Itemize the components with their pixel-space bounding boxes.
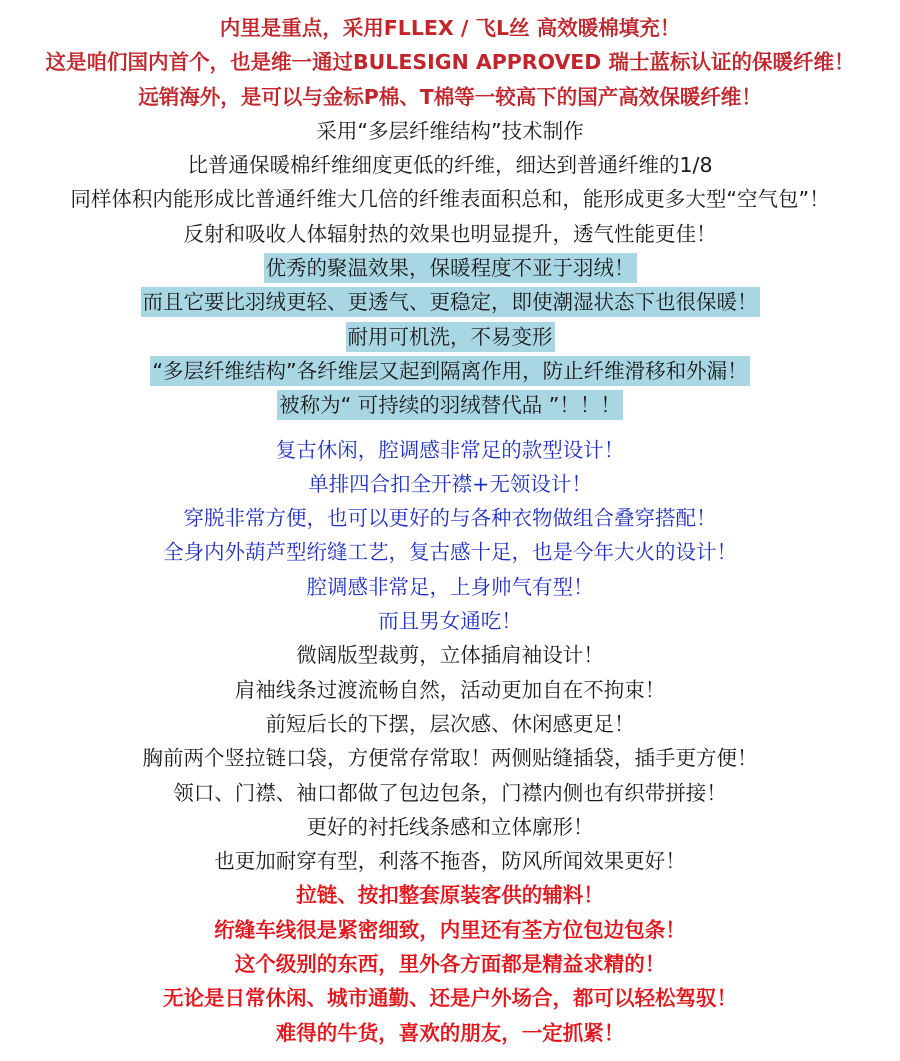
line-text: 同样体积内能形成比普通纤维大几倍的纤维表面积总和，能形成更多大型“空气包”！ [70,187,830,212]
text-line [0,947,900,981]
line-text: 无论是日常休闲、城市通勤、还是户外场合，都可以轻松驾驭！ [163,986,737,1011]
text-line [0,45,900,79]
line-text: 微阔版型裁剪，立体插肩袖设计！ [296,643,604,668]
line-text: 采用“多层纤维结构”技术制作 [316,118,584,143]
line-text: 这是咱们国内首个，也是维一通过BULESIGN APPROVED 瑞士蓝标认证的保暖纤维！ [45,50,855,75]
text-line [0,741,900,775]
text-line [0,776,900,810]
line-text: 内里是重点，采用FLLEX / 飞L丝 高效暖棉填充！ [219,16,681,40]
section-gap [0,423,900,433]
text-line [0,501,900,535]
text-line [0,981,900,1015]
highlighted-line [0,388,900,422]
text-line [0,114,900,148]
line-text: 比普通保暖棉纤维细度更低的纤维，细达到普通纤维的1/8 [187,153,713,178]
highlighted-line [0,251,900,285]
line-text: 更好的衬托线条感和立体廓形！ [306,814,594,839]
highlighted-line [0,285,900,319]
text-line [0,638,900,672]
line-text: 全身内外葫芦型绗缝工艺，复古感十足，也是今年大火的设计！ [163,540,737,565]
line-text: 难得的牛货，喜欢的朋友，一定抓紧！ [275,1020,625,1045]
text-line [0,707,900,741]
text-line [0,148,900,182]
line-text: 复古休闲，腔调感非常足的款型设计！ [275,437,625,462]
line-text: 腔调感非常足，上身帅气有型！ [306,574,594,599]
text-line [0,1016,900,1050]
line-text: 绗缝车线很是紧密细致，内里还有荃方位包边包条！ [214,917,686,942]
line-text: 也更加耐穿有型，利落不拖沓，防风所闻效果更好！ [214,849,686,874]
line-text: 而且它要比羽绒更轻、更透气、更稳定，即使潮湿状态下也很保暖！ [141,287,760,317]
line-text: “多层纤维结构”各纤维层又起到隔离作用，防止纤维滑移和外漏！ [150,356,749,386]
line-text: 前短后长的下摆，层次感、休闲感更足！ [265,711,635,736]
text-line [0,570,900,604]
line-text: 耐用可机洗，不易变形 [346,322,555,352]
line-text: 胸前两个竖拉链口袋，方便常存常取！两侧贴缝插袋，插手更方便！ [142,746,758,771]
text-line [0,673,900,707]
text-line [0,80,900,114]
text-line [0,11,900,45]
line-text: 穿脱非常方便，也可以更好的与各种衣物做组合叠穿搭配！ [183,506,717,531]
text-line [0,217,900,251]
line-text: 优秀的聚温效果，保暖程度不亚于羽绒！ [264,253,637,283]
text-line [0,535,900,569]
text-line [0,467,900,501]
design-description-section [0,433,900,1050]
line-text: 领口、门襟、袖口都做了包边包条，门襟内侧也有织带拼接！ [173,780,727,805]
line-text: 反射和吸收人体辐射热的效果也明显提升，透气性能更佳！ [183,221,717,246]
fabric-description-section [0,11,900,423]
line-text: 拉链、按扣整套原装客供的辅料！ [296,883,604,908]
line-text: 而且男女通吃！ [378,609,522,634]
text-line [0,182,900,216]
text-line [0,604,900,638]
highlighted-line [0,320,900,354]
text-line [0,878,900,912]
text-line [0,844,900,878]
line-text: 远销海外，是可以与金标P棉、T棉等一较高下的国产高效保暖纤维！ [138,84,762,109]
text-line [0,913,900,947]
line-text: 被称为“ 可持续的羽绒替代品 ”！！！ [277,390,623,420]
line-text: 单排四合扣全开襟+无领设计！ [308,471,592,496]
line-text: 这个级别的东西，里外各方面都是精益求精的！ [234,952,666,977]
line-text: 肩袖线条过渡流畅自然，活动更加自在不拘束！ [234,677,666,702]
highlighted-line [0,354,900,388]
text-line [0,810,900,844]
text-line [0,433,900,467]
